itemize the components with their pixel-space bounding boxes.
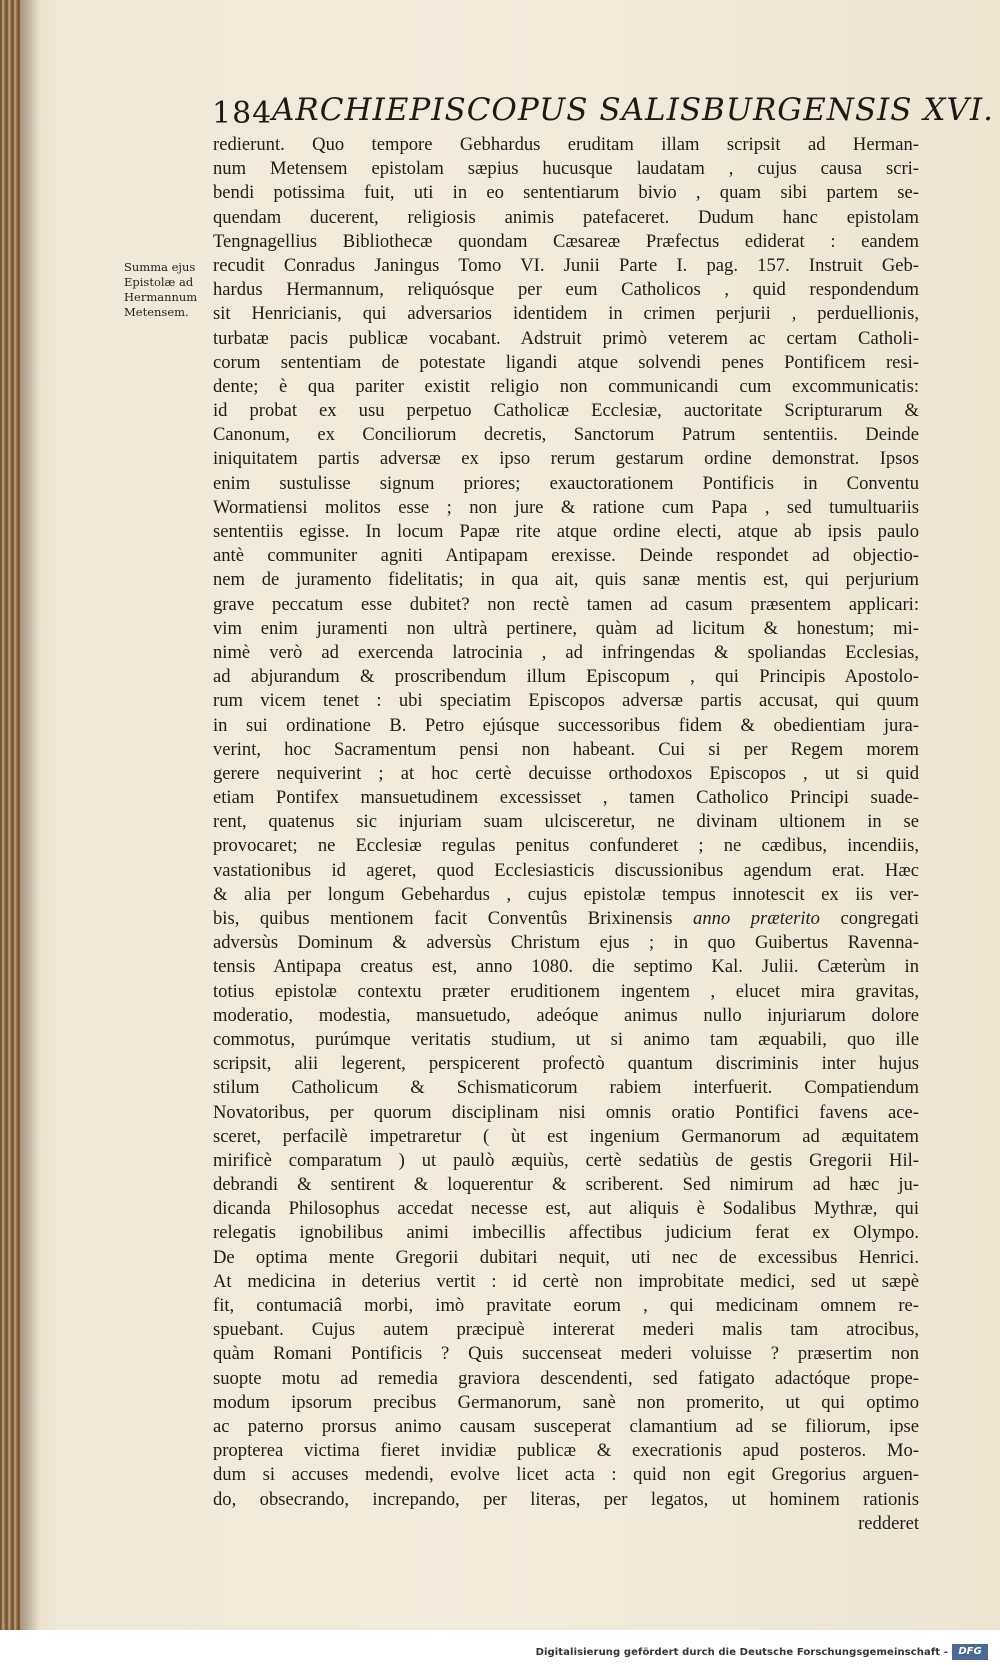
- text-line: in sui ordinatione B. Petro ejúsque successoribus fidem & obedientiam jura-: [213, 714, 919, 736]
- text-line: dicanda Philosophus accedat necesse est, aut aliquis è Sodalibus Mythræ, qui: [213, 1198, 919, 1220]
- book-page-edges: [0, 0, 22, 1630]
- text-line: De optima mente Gregorii dubitari nequit, uti nec de excessibus Henrici.: [213, 1246, 919, 1268]
- marginal-note-line: Hermannum: [124, 290, 198, 304]
- text-line: totius epistolæ contextu præter eruditionem ingentem , elucet mira gravitas,: [213, 980, 919, 1002]
- running-head: [212, 92, 994, 136]
- text-line: Canonum, ex Conciliorum decretis, Sanctorum Patrum sententiis. Deinde: [213, 424, 919, 446]
- text-line: id probat ex usu perpetuo Catholicæ Ecclesiæ, auctoritate Scripturarum &: [213, 400, 919, 422]
- text-line: vastationibus id ageret, quod Ecclesiasticis discussionibus agendum erat. Hæc: [213, 859, 919, 881]
- text-line: tensis Antipapa creatus est, anno 1080. die septimo Kal. Julii. Cæterùm in: [213, 956, 919, 978]
- text-line: nimè verò ad exercenda latrocinia , ad infringendas & spoliandas Ecclesias,: [213, 641, 919, 663]
- text-line: Novatoribus, per quorum disciplinam nisi omnis oratio Pontifici favens ace-: [213, 1101, 919, 1123]
- text-line: rum vicem tenet : ubi speciatim Episcopos adversæ partis accusat, qui quum: [213, 690, 919, 712]
- text-line: dum si accuses medendi, evolve licet acta : quid non egit Gregorius arguen-: [213, 1464, 919, 1486]
- gutter-shadow: [22, 0, 40, 1630]
- text-line: ac paterno prorsus animo causam susceperat clamantium ad se filiorum, ipse: [213, 1415, 919, 1437]
- text-line: modum ipsorum precibus Germanorum, sanè non promerito, ut qui optimo: [213, 1391, 919, 1413]
- text-line: scripsit, alii legerent, perspicerent profectò quantum discriminis inter hujus: [213, 1053, 919, 1075]
- text-line: bendi potissima fuit, uti in eo sententiarum bivio , quam sibi partem se-: [213, 182, 919, 204]
- text-line: turbatæ pacis publicæ vocabant. Adstruit primò veterem ac certam Catholi-: [213, 327, 919, 349]
- text-line: suopte motu ad remedia graviora descendenti, sed fatigato adactóque prope-: [213, 1367, 919, 1389]
- text-line: enim sustulisse signum priores; exauctorationem Pontificis in Conventu: [213, 472, 919, 494]
- funding-credit: Digitalisierung gefördert durch die Deutsche Forschungsgemeinschaft -: [535, 1647, 948, 1658]
- text-line: redderet: [858, 1512, 919, 1534]
- text-line: adversùs Dominum & adversùs Christum ejus ; in quo Guibertus Ravenna-: [213, 932, 919, 954]
- text-line: mirificè comparatum ) ut paulò æquiùs, certè sedatiùs de gestis Gregorii Hil-: [213, 1149, 919, 1171]
- text-line: verint, hoc Sacramentum pensi non habeant. Cui si per Regem morem: [213, 738, 919, 760]
- body-text: [213, 133, 919, 1536]
- text-line: commotus, purúmque veritatis studium, ut si animo tam æquabili, quo ille: [213, 1028, 919, 1050]
- text-line: recudit Conradus Janingus Tomo VI. Junii Parte I. pag. 157. Instruit Geb-: [213, 254, 919, 276]
- text-line: grave peccatum esse dubitet? non rectè tamen ad casum præsentem applicari:: [213, 593, 919, 615]
- text-line: corum sententiam de potestate ligandi atque solvendi penes Pontificem resi-: [213, 351, 919, 373]
- marginal-note: [124, 260, 210, 320]
- text-line: sit Henricianis, qui adversarios identidem in crimen perjurii , perduellionis,: [213, 303, 919, 325]
- text-line: stilum Catholicum & Schismaticorum rabiem interfuerit. Compatiendum: [213, 1077, 919, 1099]
- text-line: ad abjurandum & proscribendum illum Episcopum , qui Principis Apostolo-: [213, 666, 919, 688]
- text-line: sceret, perfacilè impetraretur ( ùt est ingenium Germanorum ad æquitatem: [213, 1125, 919, 1147]
- text-line: iniquitatem partis adversæ ex ipso rerum gestarum ordine demonstrat. Ipsos: [213, 448, 919, 470]
- digitization-footer: [0, 1630, 1000, 1665]
- text-line: vim enim juramenti non ultrà pertinere, quàm ad licitum & honestum; mi-: [213, 617, 919, 639]
- text-line: antè communiter agniti Antipapam erexisse. Deinde respondet ad objectio-: [213, 545, 919, 567]
- text-line: relegatis ignobilibus animi imbecillis affectibus judicium ferat ex Olympo.: [213, 1222, 919, 1244]
- text-line: sententiis egisse. In locum Papæ rite atque ordine electi, atque ab ipsis paulo: [213, 521, 919, 542]
- marginal-note-line: Epistolæ ad: [124, 275, 194, 289]
- text-line: num Metensem epistolam sæpius hucusque laudatam , cujus causa scri-: [213, 158, 919, 180]
- text-line: moderatio, modestia, mansuetudo, adeóque animus nullo injuriarum dolore: [213, 1004, 919, 1026]
- text-line: nem de juramento fidelitatis; in qua ait, quis sanæ mentis est, qui perjurium: [213, 569, 919, 591]
- running-title: ARCHIEPISCOPUS SALISBURGENSIS XVI.: [272, 92, 994, 128]
- italic-phrase: anno præterito: [693, 908, 820, 929]
- dfg-logo: DFG: [952, 1644, 988, 1660]
- text-line: propterea victima fieret invidiæ publicæ & execrationis apud posteros. Mo-: [213, 1440, 919, 1462]
- text-line: provocaret; ne Ecclesiæ regulas penitus confunderet ; ne cædibus, incendiis,: [213, 835, 919, 857]
- text-line: hardus Hermannum, reliquósque per eum Catholicos , quid respondendum: [213, 279, 919, 301]
- text-line: bis, quibus mentionem facit Conventûs Brixinensis anno præterito congregati: [213, 908, 919, 929]
- text-line: Wormatiensi molitos esse ; non jure & ratione cum Papa , sed tumultuariis: [213, 496, 919, 518]
- marginal-note-line: Metensem.: [124, 305, 189, 319]
- text-line: Tengnagellius Bibliothecæ quondam Cæsareæ Præfectus ediderat : eandem: [213, 230, 919, 252]
- text-line: rent, quatenus sic injuriam suam ulcisceretur, ne divinam ultionem in se: [213, 811, 919, 833]
- text-line: fit, contumaciâ morbi, imò pravitate eorum , qui medicinam omnem re-: [213, 1295, 919, 1316]
- text-line: redierunt. Quo tempore Gebhardus eruditam illam scripsit ad Herman-: [213, 134, 919, 155]
- text-line: At medicina in deterius vertit : id certè non improbitate medici, sed ut sæpè: [213, 1270, 919, 1292]
- text-line: debrandi & sentirent & loquerentur & scriberent. Sed nimirum ad hæc ju-: [213, 1174, 919, 1196]
- text-line: quàm Romani Pontificis ? Quis succenseat mederi voluisse ? præsertim non: [213, 1343, 919, 1365]
- text-line: dente; è qua pariter existit religio non communicandi cum excommunicatis:: [213, 375, 919, 397]
- text-line: spuebant. Cujus autem præcipuè intererat mederi malis tam atrocibus,: [213, 1319, 919, 1341]
- text-line: etiam Pontifex mansuetudinem excessisset , tamen Catholico Principi suade-: [213, 787, 919, 809]
- text-line: do, obsecrando, increpando, per literas, per legatos, ut hominem rationis: [213, 1488, 919, 1510]
- text-line: & alia per longum Gebehardus , cujus epistolæ tempus innotescit ex iis ver-: [213, 883, 919, 905]
- marginal-note-line: Summa ejus: [124, 260, 196, 274]
- text-line: quendam ducerent, religiosis animis patefaceret. Dudum hanc epistolam: [213, 206, 919, 228]
- page-number: 184: [212, 96, 273, 131]
- text-line: gerere nequiverint ; at hoc certè decuisse orthodoxos Episcopos , ut si quid: [213, 762, 919, 784]
